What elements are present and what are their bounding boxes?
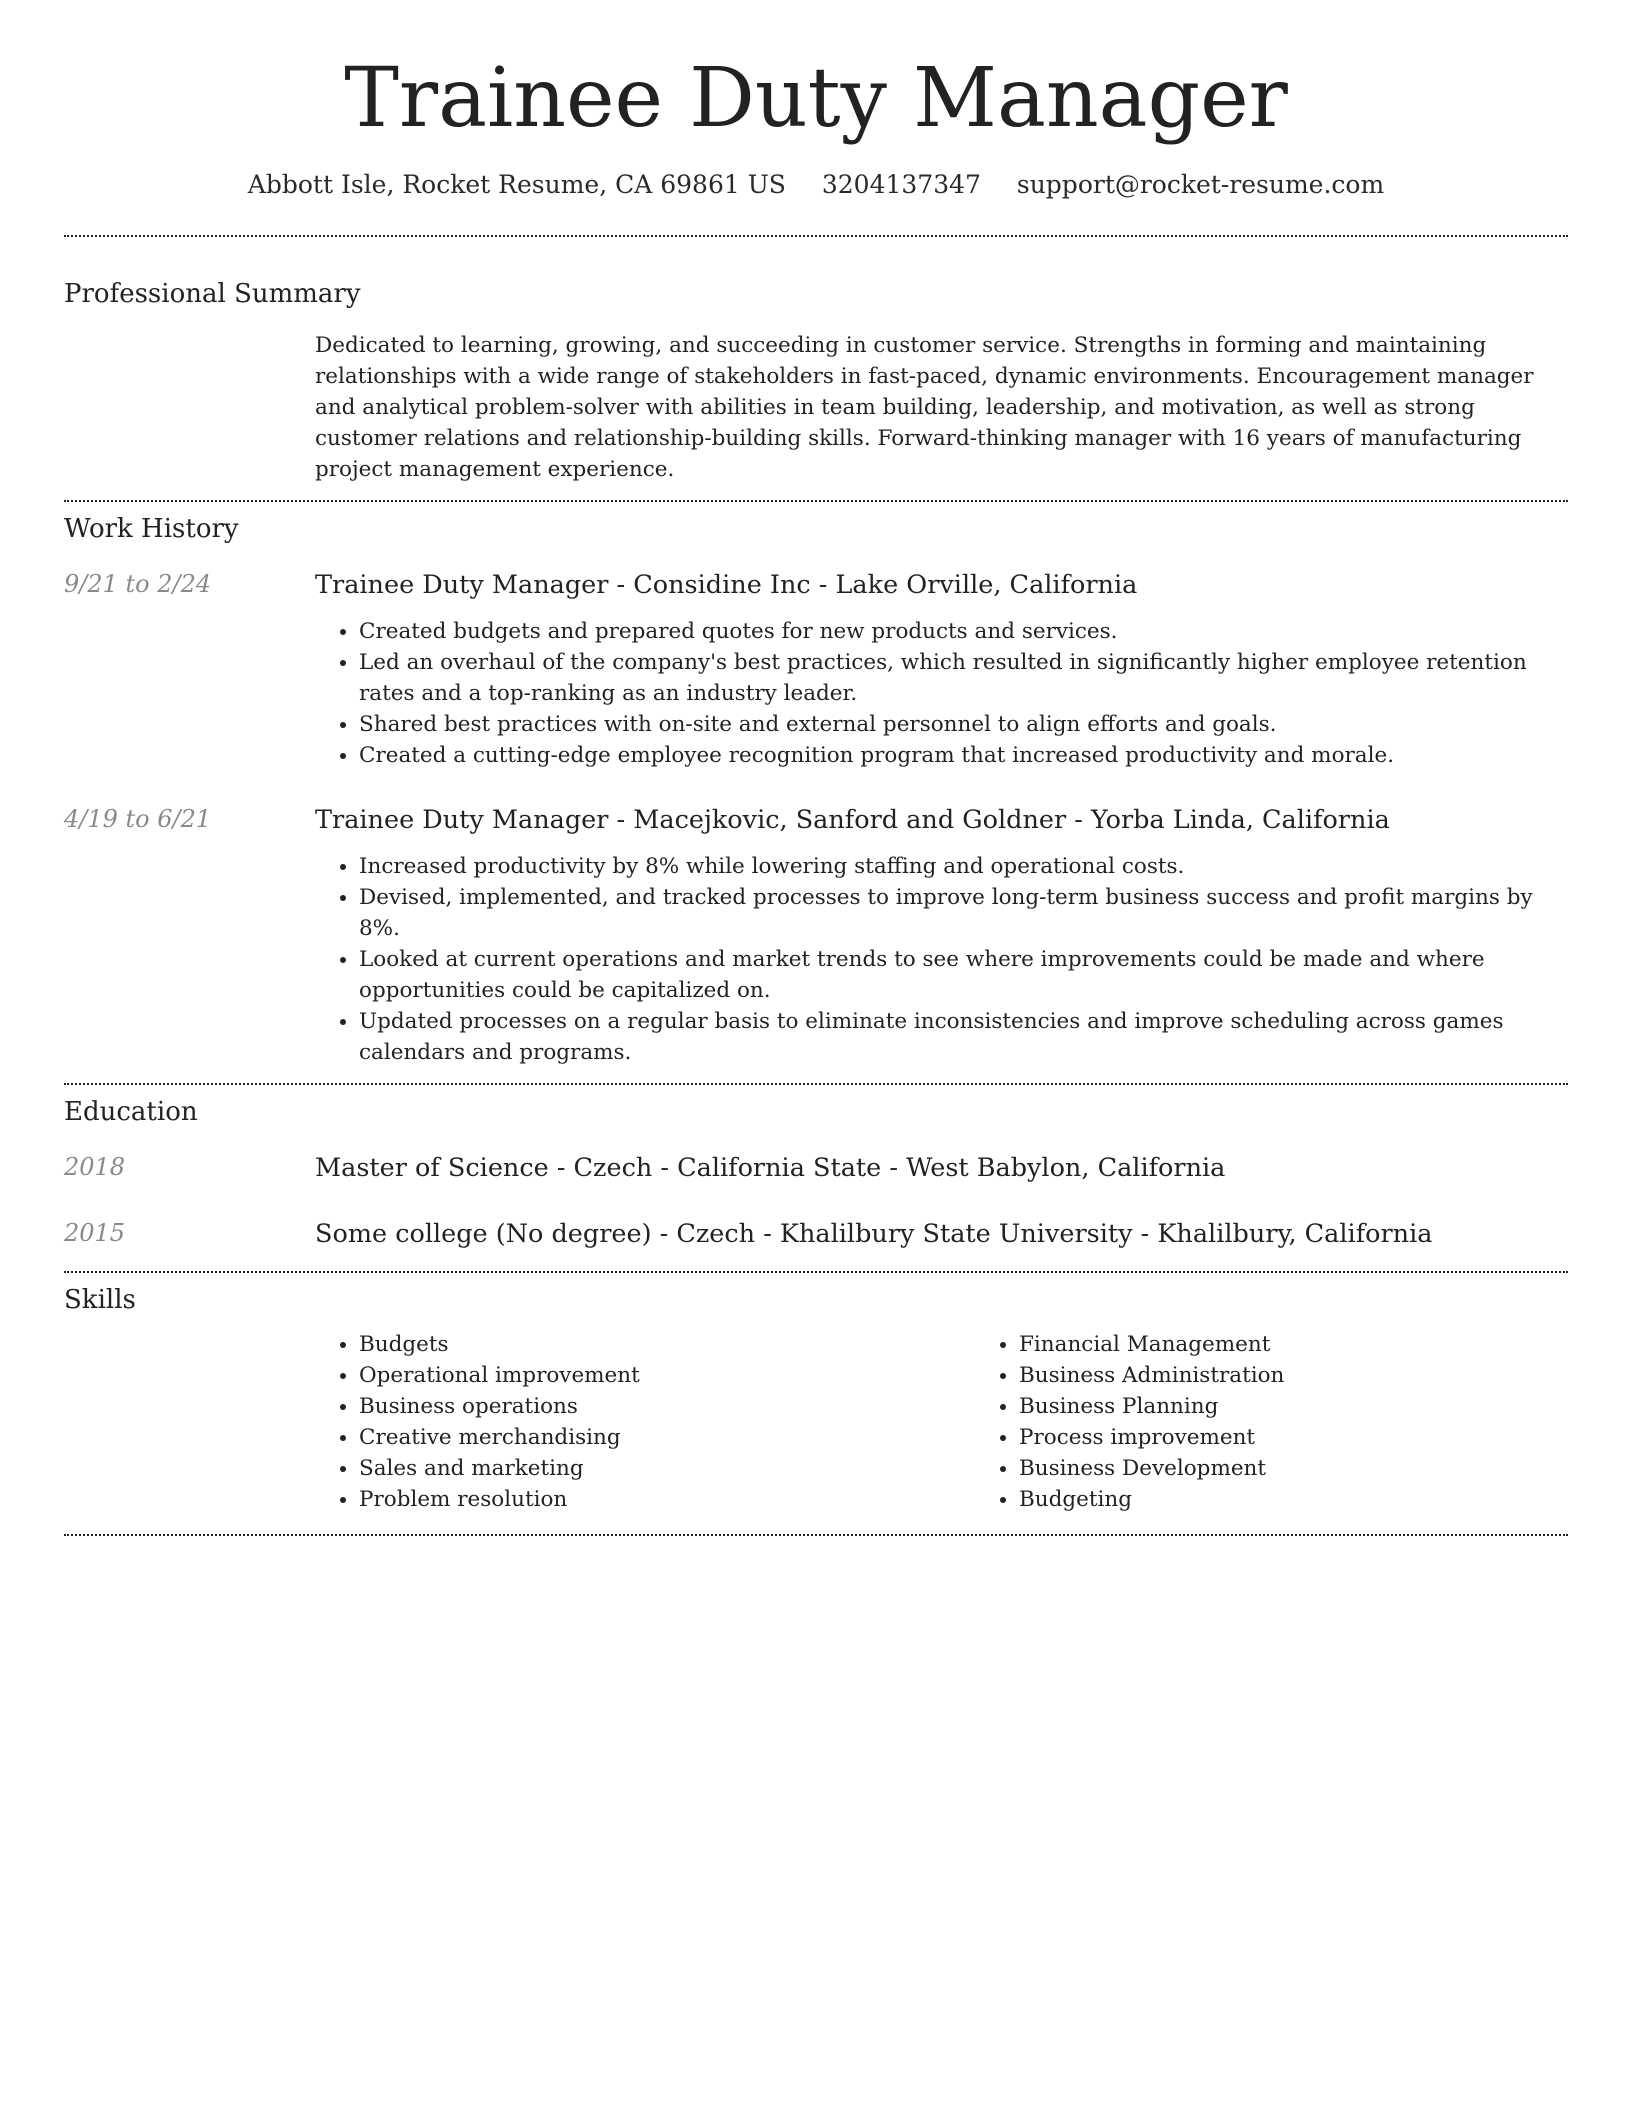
skill-item: • Business Development [1019,1453,1632,1484]
job-details: - Considine Inc - Lake Orville, California [608,570,1138,601]
job-details: - Macejkovic, Sanford and Goldner - Yorba Linda, California [608,805,1390,836]
education-section [64,1097,1568,1249]
summary-section [64,279,1568,485]
resume-header [64,0,1568,199]
skill-item: • Business operations [359,1391,975,1422]
skill-item: • Budgets [359,1329,975,1360]
job-bullets [315,851,1568,1068]
education-heading: Education [64,1097,198,1128]
contact-line [64,170,1568,199]
job-entry [64,805,1568,1068]
skill-item: • Business Administration [1019,1360,1632,1391]
job-role: Trainee Duty Manager [315,805,609,836]
work-history-section [64,514,1568,1068]
skill-item: • Process improvement [1019,1422,1632,1453]
work-history-heading: Work History [64,514,239,545]
candidate-name: Trainee Duty Manager [344,51,1288,146]
contact-address: Abbott Isle, Rocket Resume, CA 69861 US [247,170,786,200]
education-year: 2015 [64,1219,126,1248]
skills-list-left [315,1329,975,1515]
skills-list-right [975,1329,1632,1515]
skill-item: • Sales and marketing [359,1453,975,1484]
list-item: • Created budgets and prepared quotes for new products and services. [359,616,1568,647]
list-item: • Updated processes on a regular basis to eliminate inconsistencies and improve scheduling across games calendars and programs. [359,1006,1568,1068]
contact-email: support@rocket-resume.com [1016,170,1385,200]
education-entry [64,1219,1568,1249]
skill-item: • Budgeting [1019,1484,1632,1515]
skill-item: • Operational improvement [359,1360,975,1391]
divider [64,500,1568,502]
job-heading [315,570,1568,600]
job-role: Trainee Duty Manager [315,570,609,601]
job-heading [315,805,1568,835]
job-entry [64,570,1568,771]
divider [64,1271,1568,1273]
skill-item: • Problem resolution [359,1484,975,1515]
list-item: • Devised, implemented, and tracked processes to improve long-term business success and profit margins by 8%. [359,882,1568,944]
list-item: • Shared best practices with on-site and external personnel to align efforts and goals. [359,709,1568,740]
skill-item: • Business Planning [1019,1391,1632,1422]
job-dates: 9/21 to 2/24 [64,570,212,599]
summary-heading: Professional Summary [64,279,361,310]
list-item: • Increased productivity by 8% while lowering staffing and operational costs. [359,851,1568,882]
divider [64,235,1568,237]
list-item: • Led an overhaul of the company's best practices, which resulted in significantly higher employee retention rates and a top-ranking as an industry leader. [359,647,1568,709]
education-year: 2018 [64,1153,126,1182]
divider [64,1534,1568,1536]
contact-phone: 3204137347 [821,170,981,200]
list-item: • Looked at current operations and market trends to see where improvements could be made and where opportunities could be capitalized on. [359,944,1568,1006]
education-entry [64,1153,1568,1183]
summary-text: Dedicated to learning, growing, and succeeding in customer service. Strengths in forming and maintaining relationships with a wide range of stakeholders in fast-paced, dynamic environments. Encouragement manager and analytical problem-solver with abilities in team building, leadership, and motivation, as well as strong customer relations and relationship-building skills. Forward-thinking manager with 16 years of manufacturing project management experience. [315,333,1534,483]
skills-section [64,1285,1568,1515]
skills-heading: Skills [64,1285,136,1316]
list-item: • Created a cutting-edge employee recognition program that increased productivity and morale. [359,740,1568,771]
skill-item: • Creative merchandising [359,1422,975,1453]
divider [64,1083,1568,1085]
job-bullets [315,616,1568,771]
education-text: Some college (No degree) - Czech - Khalilbury State University - Khalilbury, California [315,1219,1433,1250]
job-dates: 4/19 to 6/21 [64,805,212,834]
skill-item: • Financial Management [1019,1329,1632,1360]
skills-columns [315,1329,1632,1515]
education-text: Master of Science - Czech - California State - West Babylon, California [315,1153,1226,1184]
